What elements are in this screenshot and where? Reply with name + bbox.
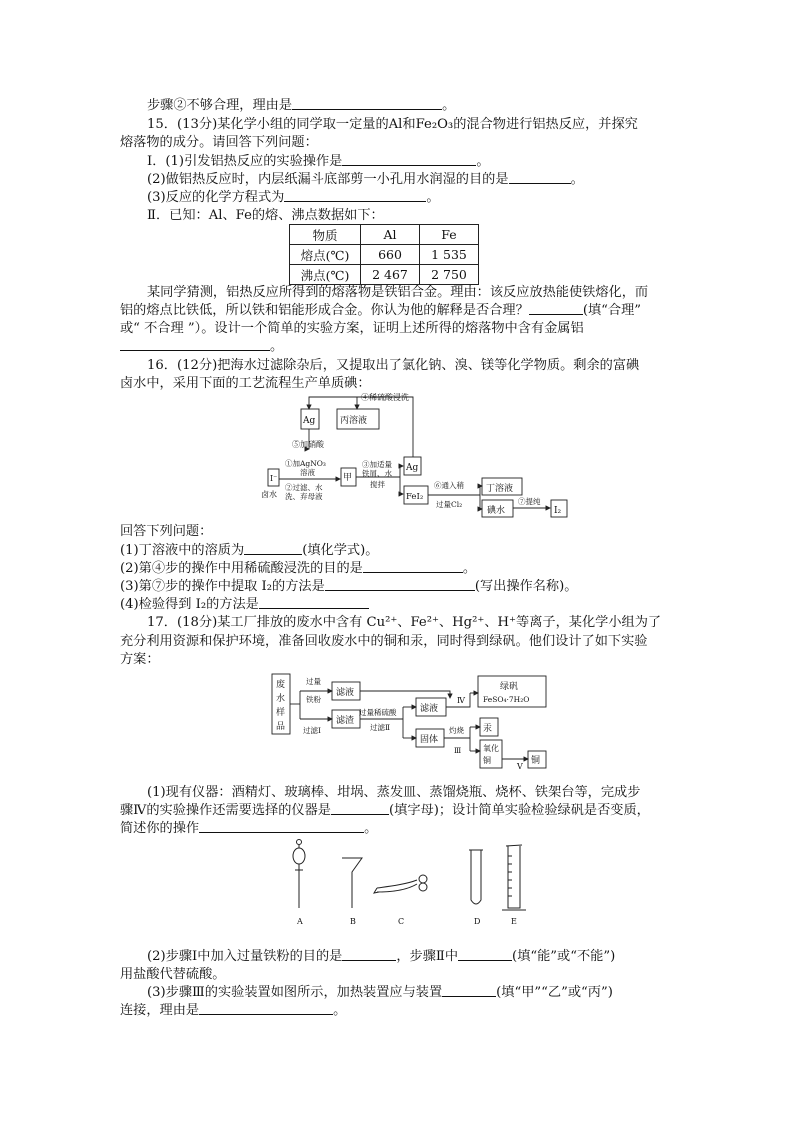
q17-sub1-c: 简述你的操作 。 [120,821,378,836]
answer-blank[interactable] [509,171,571,184]
flow-oxide-2: 铜 [483,756,491,765]
flow-i2: I₂ [554,506,562,516]
flow-sample-1: 废 [276,680,286,690]
table-header: Al [361,225,420,245]
flow-ding-solution: 丁溶液 [486,484,514,494]
q16-ask: 回答下列问题： [120,524,213,539]
q17-sub3-a: (3)步骤Ⅲ的实验装置如图所示，加热装置应与装置 (填“甲”“乙”或“丙”) [147,985,613,1000]
crucible-tongs-icon [374,875,427,893]
flow-solid: 固体 [420,735,439,745]
q14-tail-line: 步骤②不够合理，理由是 。 [147,98,456,113]
q15-part2-line: (2)做铝热反应时，内层纸漏斗底部剪一小孔用水润湿的目的是 。 [147,172,584,187]
flow-iodide: I⁻ [270,474,278,483]
answer-blank[interactable] [363,560,463,573]
q16-sub3: (3)第⑦步的操作中提取 I₂的方法是 (写出操作名称)。 [120,579,578,594]
q17-sub2-b: 用盐酸代替硫酸。 [120,967,226,982]
q17-sub2-a: (2)步骤Ⅰ中加入过量铁粉的目的是 ，步骤Ⅱ中 (填“能”或“不能”) [147,949,616,964]
answer-blank[interactable] [458,948,512,961]
flow-step2b: 洗、弃母液 [285,492,323,501]
flow-jia: 甲 [343,473,353,483]
answer-blank[interactable] [199,1002,333,1015]
q16-sub1: (1)丁溶液中的溶质为 (填化学式)。 [120,543,379,558]
answer-blank[interactable] [284,189,426,202]
flow-step3b: 铁屑、水 [362,469,392,478]
table-header: 物质 [290,225,361,245]
flow-step3a: ③加适量 [362,460,392,469]
q15-text-3: 或“ 不合理 ”）。设计一个简单的实验方案，证明上述所得的熔落物中含有金属铝 [120,321,584,336]
flow-sample-2: 水 [276,694,286,704]
flow-ag-top: Ag [303,416,316,426]
answer-blank[interactable] [529,302,583,315]
flow-filtrate-top: 滤液 [336,688,355,698]
q15-text-2: 铝的熔点比铁低，所以铁和铝能形成合金。你认为他的解释是否合理？ (填“合理” [120,303,642,318]
answer-blank[interactable] [292,97,442,110]
q17-intro-1: 17．(18分)某工厂排放的废水中含有 Cu²⁺、Fe²⁺、Hg²⁺、H⁺等离子，某化学小组为了 [147,615,662,630]
flow-step-iv: Ⅳ [457,696,465,705]
flow-residue: 滤渣 [336,716,355,726]
table-row [290,225,479,245]
q15-text-1: 某同学猜测，铝热反应所得到的熔落物是铁铝合金。理由：该反应放热能使铁熔化，而 [147,285,649,300]
flow-step7: ⑦提纯 [518,497,541,506]
flow-acid: 过量稀硫酸 [359,708,397,717]
flow-oxide-1: 氧化 [483,744,499,753]
answer-blank[interactable] [342,153,476,166]
graduated-cylinder-icon [502,845,526,910]
flow-step4-label: ④稀硫酸浸洗 [361,393,409,402]
flow-step6b: 过量Cl₂ [436,500,463,509]
flow-add-fe-1: 过量 [306,677,321,686]
flow-filtrate-mid: 滤液 [420,704,439,714]
flow-bing-solution: 丙溶液 [340,416,368,426]
flow-filter-1: 过滤Ⅰ [303,726,321,735]
flow-formula: FeSO₄·7H₂O [483,695,530,704]
apparatus-label: C [398,917,405,926]
flow-fei2: FeI₂ [406,492,424,502]
answer-blank[interactable] [244,542,302,555]
table-cell: 660 [361,245,420,265]
table-cell: 1 535 [420,245,479,265]
q16-sub4: (4)检验得到 I₂的方法是 [120,595,369,614]
answer-blank[interactable] [199,820,364,833]
answer-blank[interactable] [342,948,396,961]
q17-sub3-b: 连接，理由是 。 [120,1003,347,1018]
table-cell: 2 750 [420,265,479,285]
copper-recovery-flow-diagram [270,671,560,771]
q17-sub1-b: 骤Ⅳ的实验操作还需要选择的仪器是 (填字母)；设计简单实验检验绿矾是否变质， [120,803,650,818]
table-cell: 沸点(℃) [290,265,361,285]
flow-step5-label: ⑤加硝酸 [292,440,324,449]
flow-mercury: 汞 [483,724,493,734]
q15-part1-line: Ⅰ．(1)引发铝热反应的实验操作是 。 [147,154,490,169]
separatory-funnel-icon [293,840,305,909]
test-tube-icon [469,850,483,904]
flow-filter-2: 过滤Ⅱ [370,723,391,732]
flow-step6a: ⑥通入稍 [434,481,464,490]
apparatus-label: A [297,917,303,926]
flow-ag-mid: Ag [406,463,419,473]
flow-brine: 卤水 [261,490,277,499]
answer-blank[interactable] [331,802,389,815]
q17-sub1-a: (1)现有仪器：酒精灯、玻璃棒、坩埚、蒸发皿、蒸馏烧瓶、烧杯、铁架台等，完成步 [147,785,641,800]
q17-intro-3: 方案： [120,652,160,667]
q17-intro-2: 充分利用资源和保护环境，准备回收废水中的铜和汞，同时得到绿矾。他们设计了如下实验 [120,634,648,649]
flow-step3c: 搅拌 [370,480,385,489]
flow-green-vitriol: 绿矾 [500,682,519,692]
answer-blank[interactable] [325,578,475,591]
table-header: Fe [420,225,479,245]
table-cell: 2 467 [361,265,420,285]
table-row [290,265,479,285]
apparatus-label: B [350,917,356,926]
flow-sample-4: 品 [276,722,286,732]
flow-iodine-water: 碘水 [487,506,506,516]
q16-intro-1: 16．(12分)把海水过滤除杂后，又提取出了氯化钠、溴、镁等化学物质。剩余的富碘 [147,358,640,373]
q15-intro-1: 15．(13分)某化学小组的同学取一定量的Al和Fe₂O₃的混合物进行铝热反应，并探究 [147,117,638,132]
flow-roast: 灼烧 [449,726,464,735]
melting-point-table [289,224,479,285]
apparatus-label: E [511,917,517,926]
iodine-flow-diagram [255,389,575,519]
flow-step2a: ②过滤、水 [285,483,323,492]
flow-sample-3: 样 [276,708,286,718]
q15-text-4: 。 [120,337,283,356]
q15-intro-2: 熔落物的成分。请回答下列问题： [120,135,318,150]
table-row [290,245,479,265]
flow-copper: 铜 [531,756,541,766]
funnel-icon [342,858,362,908]
answer-blank[interactable] [120,338,270,351]
flow-add-fe-2: 铁粉 [306,695,321,704]
answer-blank[interactable] [259,596,369,609]
table-cell: 熔点(℃) [290,245,361,265]
q16-intro-2: 卤水中，采用下面的工艺流程生产单质碘： [120,376,371,391]
q15-part3-line: (3)反应的化学方程式为 。 [147,190,440,205]
answer-blank[interactable] [442,984,496,997]
q15-part4-line: Ⅱ．已知：Al、Fe的熔、沸点数据如下： [147,208,384,223]
flow-step1a: ①加AgNO₃ [285,459,326,468]
apparatus-label: D [474,917,481,926]
flow-step1b: 溶液 [300,468,315,477]
q16-sub2: (2)第④步的操作中用稀硫酸浸洗的目的是 。 [120,561,477,576]
lab-apparatus-illustration [282,836,532,928]
flow-step-v: Ⅴ [517,762,523,771]
flow-step-iii: Ⅲ [454,746,462,755]
